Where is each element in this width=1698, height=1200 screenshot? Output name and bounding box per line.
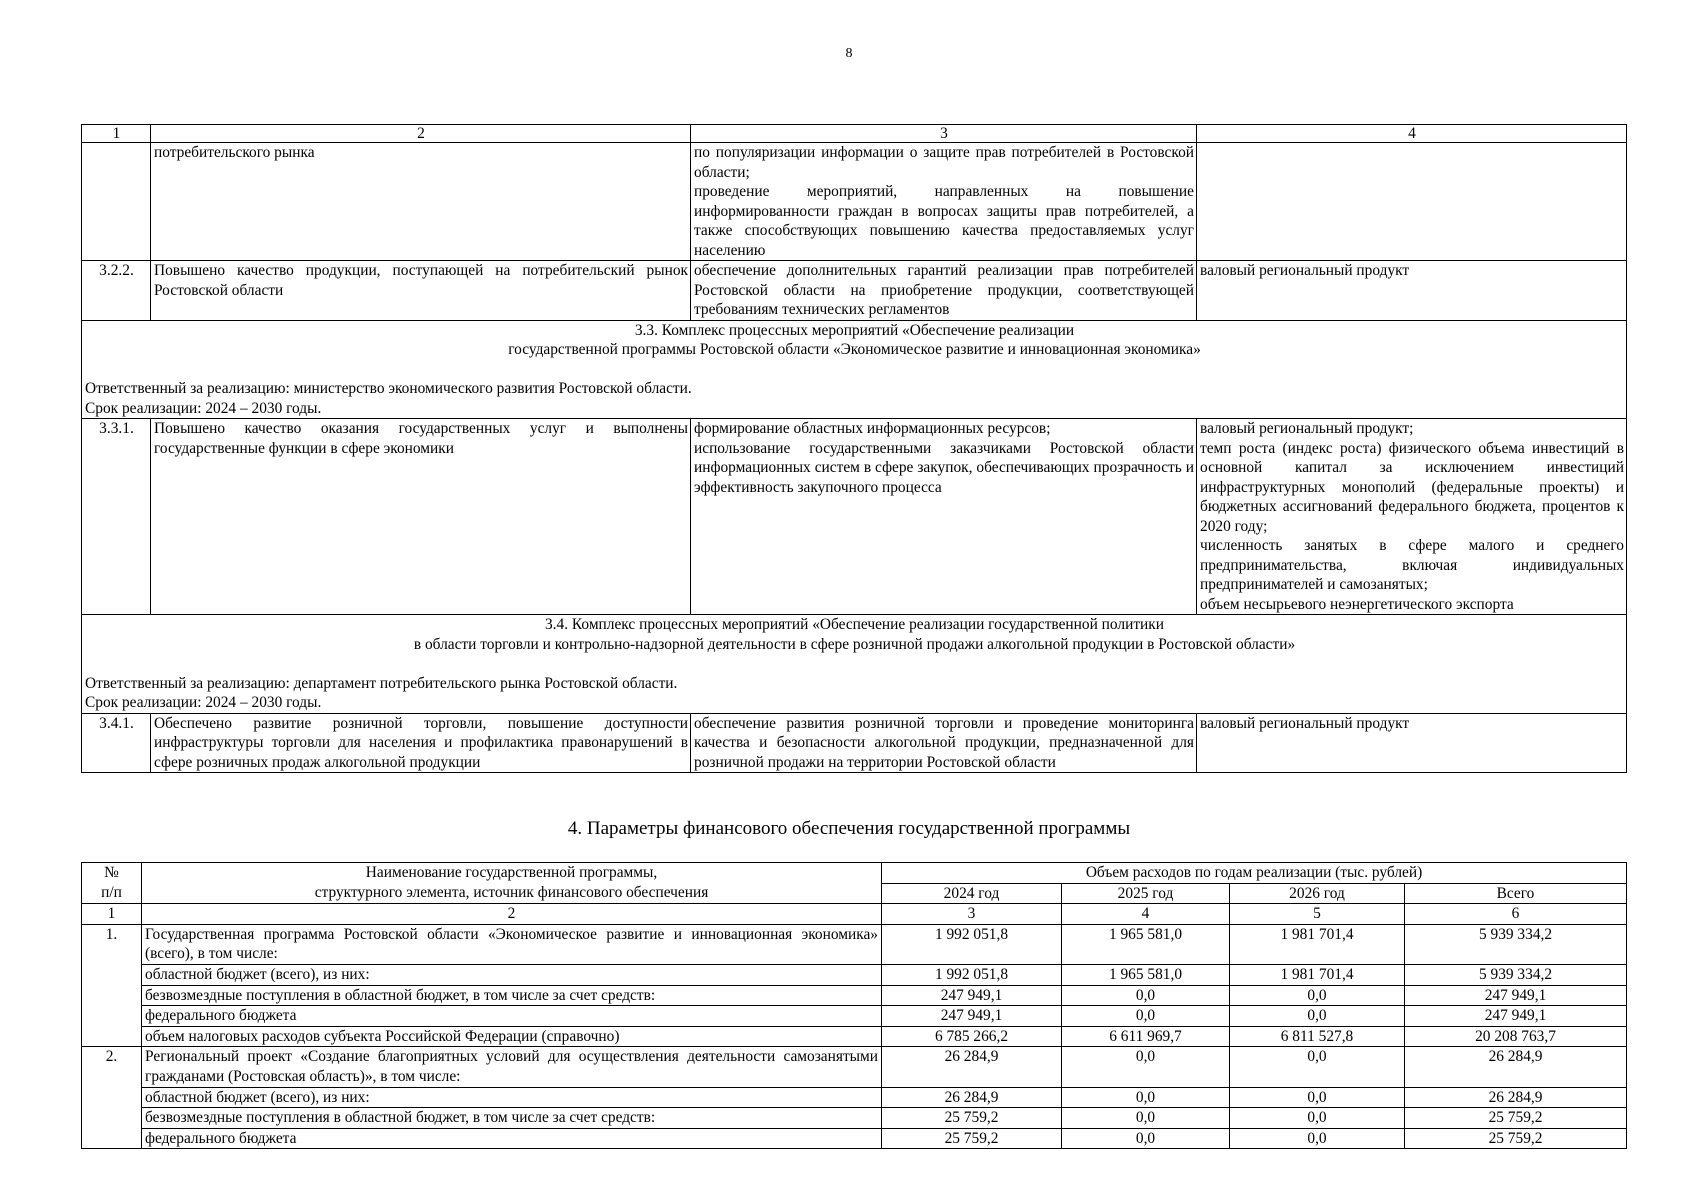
result-cell: Повышено качество оказания государственных услуг и выполнены государственные функции в сфере экономики [151, 419, 691, 615]
section-title: государственной программы Ростовской области «Экономическое развитие и инновационная экономика» [508, 341, 1201, 358]
measures-cell [691, 143, 1197, 261]
column-number: 1 [82, 125, 151, 143]
result-cell: потребительского рынка [151, 143, 691, 261]
table-row [82, 1026, 1627, 1047]
row-number: 2. [82, 1047, 142, 1149]
table-row [82, 1047, 1627, 1087]
measures-text: проведение мероприятий, направленных на повышение информированности граждан в вопросах защиты прав потребителей, а также способствующих повышению качества предоставляемых услуг населению [694, 183, 1194, 259]
responsible-text: Ответственный за реализацию: министерство экономического развития Ростовской области. [85, 380, 692, 397]
period-text: Срок реализации: 2024 – 2030 годы. [85, 694, 322, 711]
section-title: 3.3. Комплекс процессных мероприятий «Обеспечение реализации [634, 321, 1075, 339]
section-header-row [82, 615, 1627, 714]
item-name: областной бюджет (всего), из них: [142, 1087, 882, 1108]
value-cell: 247 949,1 [882, 1006, 1062, 1027]
column-number-row [82, 904, 1627, 925]
column-number: 2 [142, 904, 882, 925]
num-header [82, 863, 142, 904]
value-cell: 5 939 334,2 [1405, 964, 1627, 985]
column-number: 1 [82, 904, 142, 925]
column-number-row [82, 125, 1627, 143]
measures-cell: обеспечение развития розничной торговли и проведение мониторинга качества и безопасности алкогольной продукции, предназначенной для розничной продажи на территории Ростовской области [691, 713, 1197, 773]
value-cell: 25 759,2 [1405, 1108, 1627, 1129]
value-cell: 0,0 [1230, 1087, 1405, 1108]
measures-cell [691, 419, 1197, 615]
table-row [82, 1108, 1627, 1129]
responsible-text: Ответственный за реализацию: департамент потребительского рынка Ростовской области. [85, 674, 678, 692]
indicator-text: численность занятых в сфере малого и среднего предпринимательства, включая индивидуальных предпринимателей и самозанятых; [1200, 537, 1624, 593]
num-header-line: п/п [101, 883, 122, 901]
value-cell: 0,0 [1062, 1087, 1230, 1108]
activities-table [81, 124, 1627, 773]
total-header: Всего [1405, 883, 1627, 904]
item-name: Государственная программа Ростовской области «Экономическое развитие и инновационная экономика» (всего), в том числе: [142, 924, 882, 964]
indicator-cell [1197, 419, 1627, 615]
indicator-text: темп роста (индекс роста) физического объема инвестиций в основной капитал за исключением инвестиций инфраструктурных монополий (федеральные проекты) и бюджетных ассигнований федерального бюджета, процентов к 2020 году; [1200, 439, 1624, 535]
item-name: федерального бюджета [142, 1128, 882, 1149]
column-number: 3 [691, 125, 1197, 143]
section-title: 3.4. Комплекс процессных мероприятий «Обеспечение реализации государственной политики [544, 616, 1165, 633]
value-cell: 1 992 051,8 [882, 924, 1062, 964]
item-name: объем налоговых расходов субъекта Российской Федерации (справочно) [142, 1026, 882, 1047]
value-cell: 25 759,2 [882, 1128, 1062, 1149]
value-cell: 0,0 [1230, 985, 1405, 1006]
value-cell: 6 811 527,8 [1230, 1026, 1405, 1047]
value-cell: 1 965 581,0 [1062, 964, 1230, 985]
name-header-line: структурного элемента, источник финансового обеспечения [314, 883, 709, 901]
year-header: 2024 год [882, 883, 1062, 904]
column-number: 3 [882, 904, 1062, 925]
column-number: 6 [1405, 904, 1627, 925]
measures-text: формирование областных информационных ресурсов; [694, 420, 1051, 437]
value-cell: 247 949,1 [1405, 985, 1627, 1006]
name-header [142, 863, 882, 904]
name-header-line: Наименование государственной программы, [365, 864, 658, 881]
page-number: 8 [845, 46, 853, 61]
table-row [82, 1006, 1627, 1027]
table-row [82, 985, 1627, 1006]
value-cell: 26 284,9 [1405, 1087, 1627, 1108]
column-number: 4 [1062, 904, 1230, 925]
value-cell: 6 611 969,7 [1062, 1026, 1230, 1047]
indicator-cell [1197, 143, 1627, 261]
table-row [82, 713, 1627, 773]
header-row [82, 863, 1627, 884]
value-cell: 1 981 701,4 [1230, 964, 1405, 985]
financing-table [81, 862, 1627, 1149]
value-cell: 6 785 266,2 [882, 1026, 1062, 1047]
measures-text: по популяризации информации о защите прав потребителей в Ростовской области; [694, 144, 1194, 181]
measures-cell: обеспечение дополнительных гарантий реализации прав потребителей Ростовской области на приобретение продукции, соответствующей требованиям технических регламентов [691, 261, 1197, 321]
value-cell: 247 949,1 [882, 985, 1062, 1006]
value-cell: 0,0 [1230, 1006, 1405, 1027]
value-cell: 0,0 [1230, 1128, 1405, 1149]
table-row [82, 261, 1627, 321]
table-row [82, 143, 1627, 261]
value-cell: 0,0 [1062, 1108, 1230, 1129]
value-cell: 26 284,9 [1405, 1047, 1627, 1087]
indicator-text: валовый региональный продукт; [1200, 420, 1414, 437]
item-name: безвозмездные поступления в областной бюджет, в том числе за счет средств: [142, 985, 882, 1006]
period-text: Срок реализации: 2024 – 2030 годы. [85, 399, 322, 417]
section-header-3-4 [82, 615, 1627, 714]
column-number: 2 [151, 125, 691, 143]
value-cell: 1 992 051,8 [882, 964, 1062, 985]
column-number: 4 [1197, 125, 1627, 143]
value-cell: 26 284,9 [882, 1087, 1062, 1108]
indicator-text: объем несырьевого неэнергетического экспорта [1200, 595, 1514, 613]
num-header-line: № [104, 864, 119, 881]
year-header: 2025 год [1062, 883, 1230, 904]
value-cell: 0,0 [1062, 1047, 1230, 1087]
value-cell: 247 949,1 [1405, 1006, 1627, 1027]
year-header: 2026 год [1230, 883, 1405, 904]
table-row [82, 924, 1627, 964]
indicator-cell: валовый региональный продукт [1197, 713, 1627, 773]
row-number: 3.3.1. [82, 419, 151, 615]
row-number: 3.4.1. [82, 713, 151, 773]
table-row [82, 1128, 1627, 1149]
value-cell: 25 759,2 [882, 1108, 1062, 1129]
value-cell: 20 208 763,7 [1405, 1026, 1627, 1047]
value-cell: 26 284,9 [882, 1047, 1062, 1087]
item-name: федерального бюджета [142, 1006, 882, 1027]
value-cell: 1 965 581,0 [1062, 924, 1230, 964]
section-header-row [82, 320, 1627, 419]
result-cell: Обеспечено развитие розничной торговли, повышение доступности инфраструктуры торговли для населения и профилактика правонарушений в сфере розничных продаж алкогольной продукции [151, 713, 691, 773]
row-number: 1. [82, 924, 142, 1047]
value-cell: 0,0 [1230, 1047, 1405, 1087]
table-row [82, 419, 1627, 615]
value-cell: 0,0 [1062, 985, 1230, 1006]
row-number: 3.2.2. [82, 261, 151, 321]
value-cell: 1 981 701,4 [1230, 924, 1405, 964]
item-name: Региональный проект «Создание благоприятных условий для осуществления деятельности самозанятыми гражданами (Ростовская область)», в том числе: [142, 1047, 882, 1087]
section-title: в области торговли и контрольно-надзорной деятельности в сфере розничной продажи алкогольной продукции в Ростовской области» [413, 635, 1296, 653]
volume-header: Объем расходов по годам реализации (тыс. рублей) [882, 863, 1627, 884]
result-cell: Повышено качество продукции, поступающей на потребительский рынок Ростовской области [151, 261, 691, 321]
item-name: областной бюджет (всего), из них: [142, 964, 882, 985]
column-number: 5 [1230, 904, 1405, 925]
value-cell: 5 939 334,2 [1405, 924, 1627, 964]
item-name: безвозмездные поступления в областной бюджет, в том числе за счет средств: [142, 1108, 882, 1129]
value-cell: 25 759,2 [1405, 1128, 1627, 1149]
table-row [82, 1087, 1627, 1108]
table-row [82, 964, 1627, 985]
measures-text: использование государственными заказчиками Ростовской области информационных систем в сфере закупок, обеспечивающих прозрачность и эффективность закупочного процесса [694, 439, 1194, 496]
section-header-3-3 [82, 320, 1627, 419]
value-cell: 0,0 [1230, 1108, 1405, 1129]
section-heading: 4. Параметры финансового обеспечения государственной программы [567, 818, 1131, 839]
indicator-cell: валовый региональный продукт [1197, 261, 1627, 321]
value-cell: 0,0 [1062, 1128, 1230, 1149]
row-number [82, 143, 151, 261]
value-cell: 0,0 [1062, 1006, 1230, 1027]
